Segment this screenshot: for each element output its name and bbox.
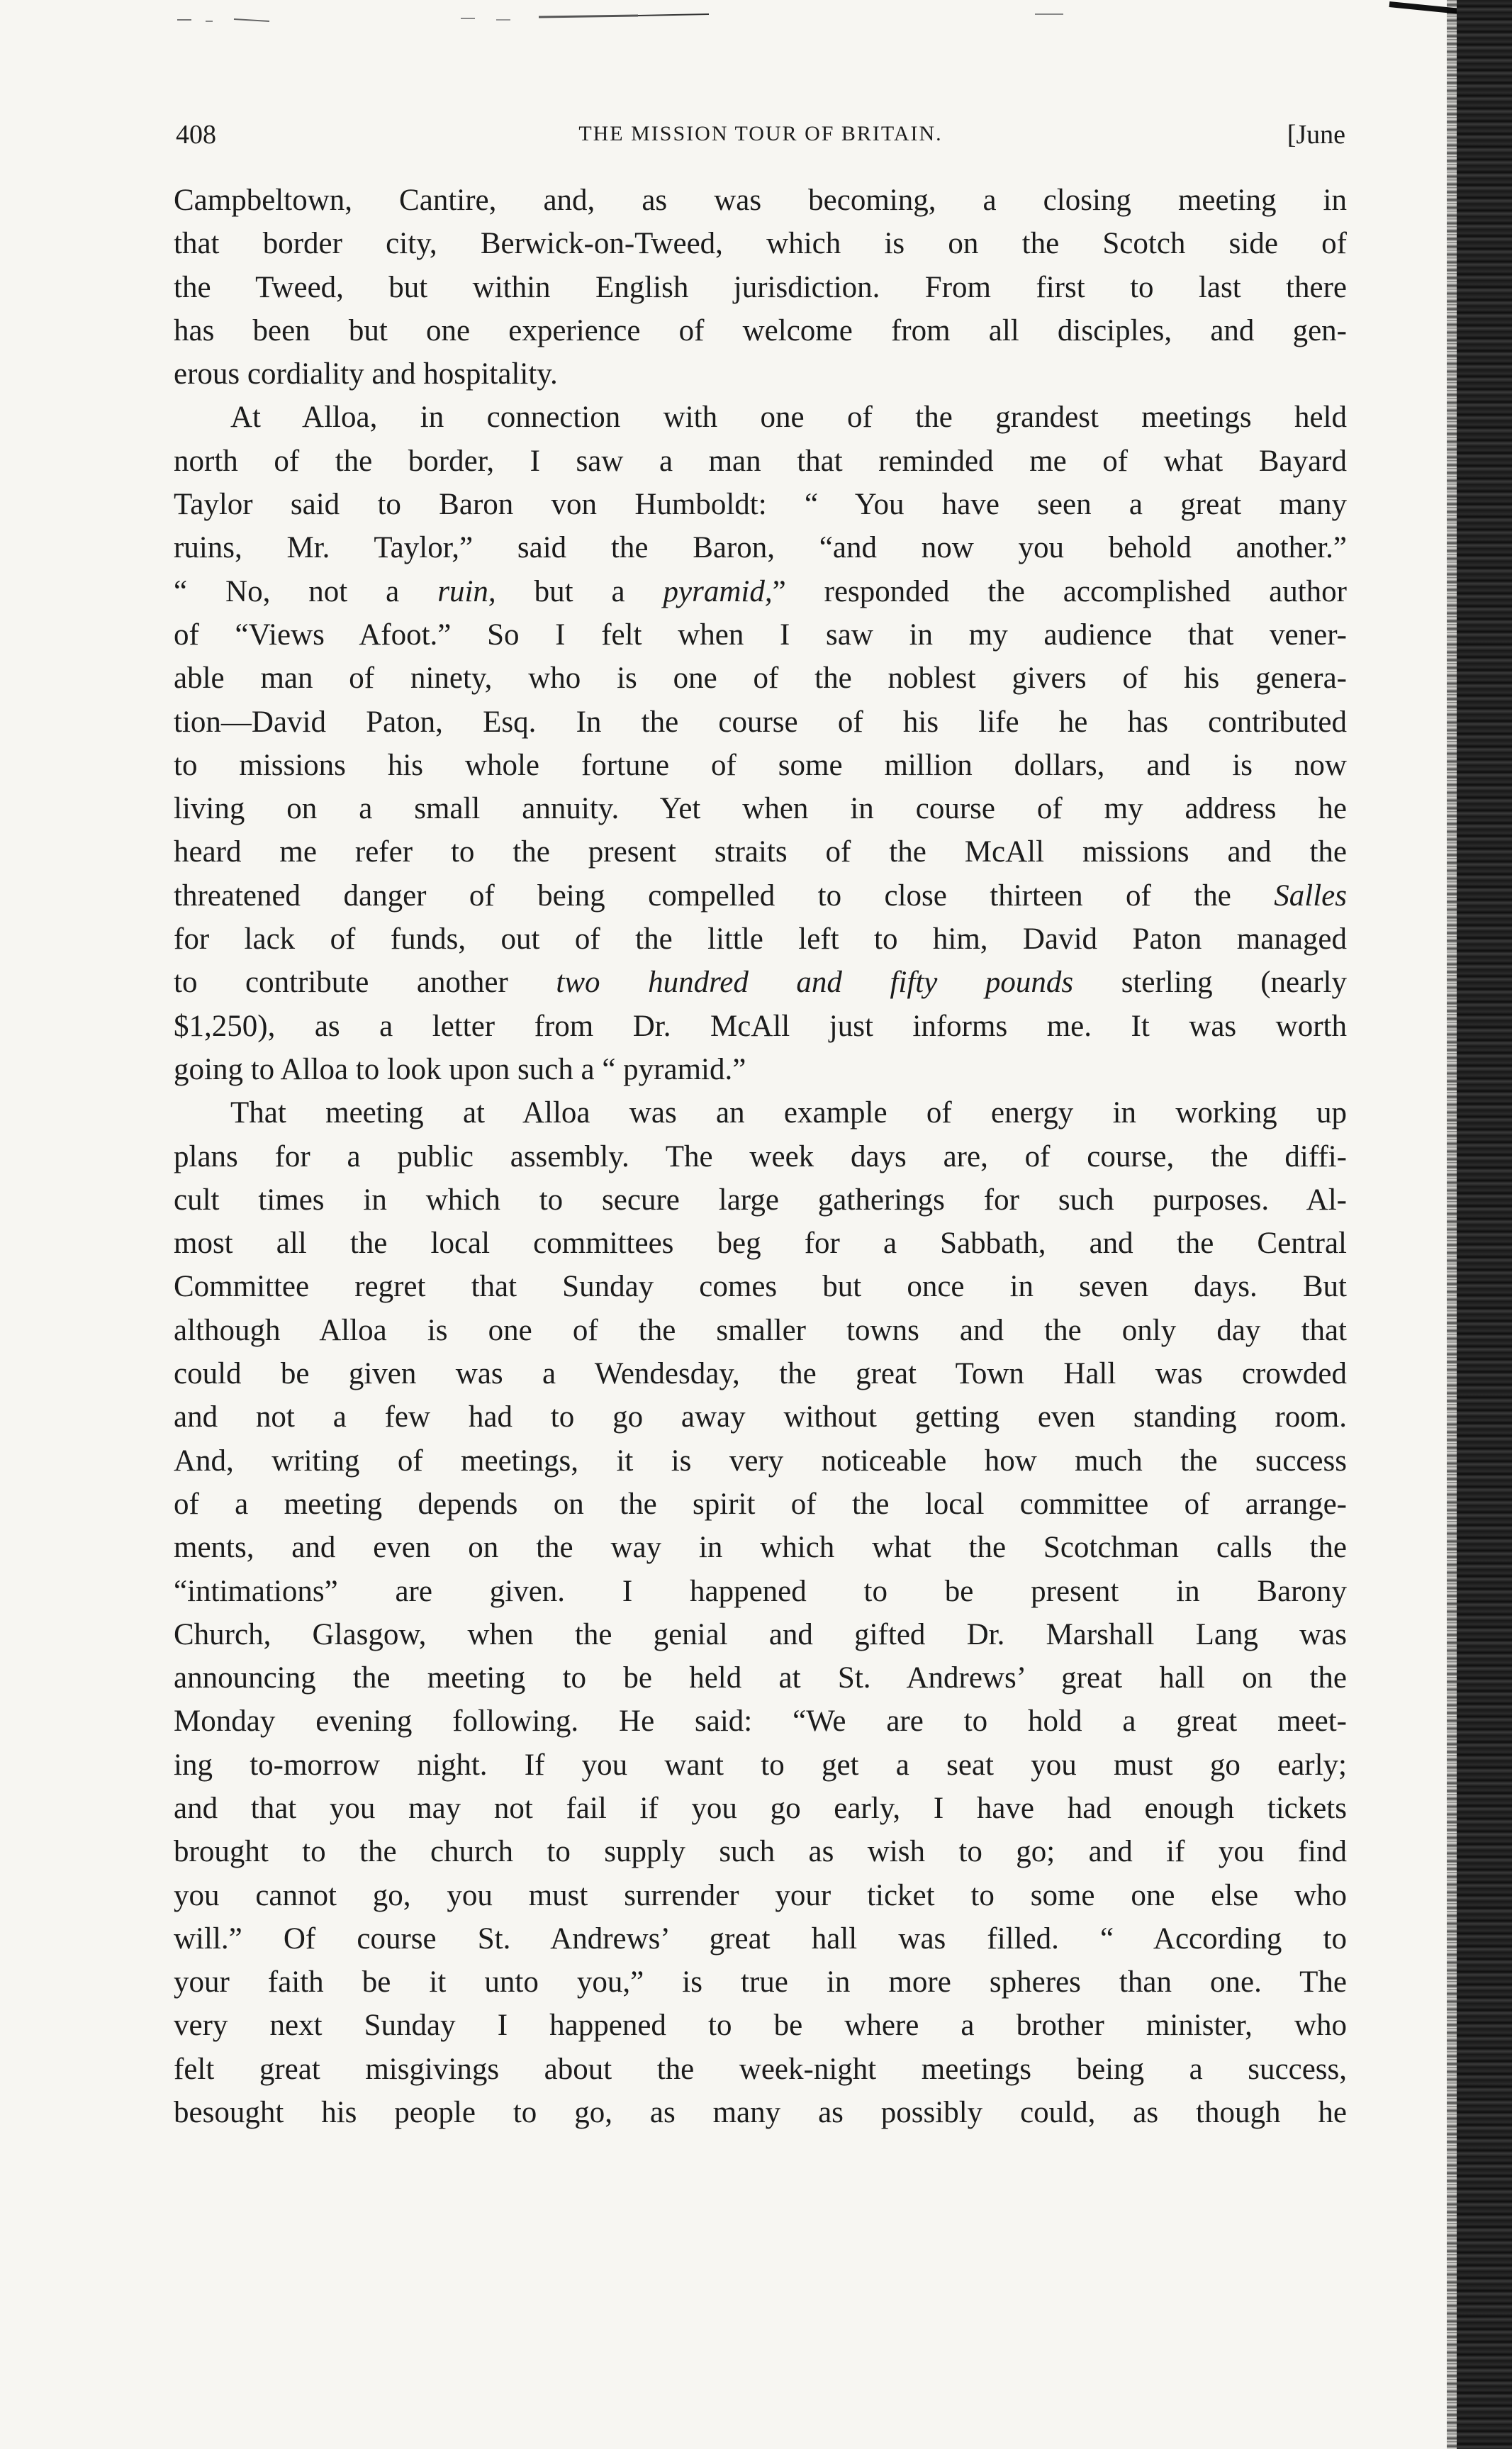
- text-line: “ No, not a ruin, but a pyramid,” responded the accomplished author: [174, 574, 1348, 608]
- text-line: that border city, Berwick-on-Tweed, which is on the Scotch side of: [174, 227, 1347, 261]
- text-line: although Alloa is one of the smaller towns and the only day that: [174, 1313, 1347, 1347]
- text-line: tion—David Paton, Esq. In the course of his life he has contributed: [174, 705, 1347, 739]
- book-binding-edge: [1457, 0, 1512, 2449]
- text-line: ruins, Mr. Taylor,” said the Baron, “and now you behold another.”: [174, 531, 1347, 565]
- text-line: At Alloa, in connection with one of the grandest meetings held: [230, 401, 1347, 435]
- text-line: ments, and even on the way in which what the Scotchman calls the: [174, 1531, 1347, 1565]
- text-line: most all the local committees beg for a Sabbath, and the Central: [174, 1227, 1347, 1261]
- text-line: plans for a public assembly. The week days are, of course, the diffi-: [174, 1139, 1347, 1173]
- text-line: the Tweed, but within English jurisdiction. From first to last there: [174, 270, 1347, 304]
- text-line: Church, Glasgow, when the genial and gifted Dr. Marshall Lang was: [174, 1617, 1347, 1651]
- text-line: and not a few had to go away without getting even standing room.: [174, 1400, 1347, 1434]
- body-text: [174, 179, 1347, 2134]
- text-line: cult times in which to secure large gatherings for such purposes. Al-: [174, 1183, 1347, 1217]
- text-line: And, writing of meetings, it is very noticeable how much the success: [174, 1444, 1347, 1478]
- header-month: [June: [1287, 120, 1345, 150]
- text-line: able man of ninety, who is one of the noblest givers of his genera-: [174, 662, 1347, 696]
- text-line: will.” Of course St. Andrews’ great hall was filled. “ According to: [174, 1921, 1347, 1956]
- top-scan-noise: [0, 0, 1512, 43]
- text-line: ing to-morrow night. If you want to get a seat you must go early;: [174, 1748, 1347, 1782]
- text-line: Monday evening following. He said: “We are to hold a great meet-: [174, 1705, 1347, 1739]
- text-line: brought to the church to supply such as wish to go; and if you find: [174, 1835, 1347, 1869]
- text-line: That meeting at Alloa was an example of energy in working up: [230, 1096, 1347, 1130]
- text-line: Committee regret that Sunday comes but once in seven days. But: [174, 1270, 1347, 1304]
- text-line: $1,250), as a letter from Dr. McAll just informs me. It was worth: [174, 1009, 1347, 1043]
- text-line: has been but one experience of welcome from all disciples, and gen-: [174, 313, 1347, 347]
- text-line: threatened danger of being compelled to close thirteen of the Salles: [174, 878, 1347, 913]
- text-line: Taylor said to Baron von Humboldt: “ You have seen a great many: [174, 488, 1347, 522]
- running-title: THE MISSION TOUR OF BRITAIN.: [578, 122, 943, 145]
- text-line: erous cordiality and hospitality.: [174, 357, 558, 391]
- text-line: announcing the meeting to be held at St. Andrews’ great hall on the: [174, 1661, 1347, 1695]
- page-number: 408: [176, 120, 216, 150]
- text-line: felt great misgivings about the week-night meetings being a success,: [174, 2052, 1347, 2086]
- text-line: heard me refer to the present straits of the McAll missions and the: [174, 835, 1347, 869]
- text-line: and that you may not fail if you go early, I have had enough tickets: [174, 1791, 1347, 1825]
- text-line: north of the border, I saw a man that reminded me of what Bayard: [174, 444, 1347, 478]
- page-header: [176, 119, 1345, 162]
- text-line: you cannot go, you must surrender your ticket to some one else who: [174, 1878, 1347, 1912]
- text-line: besought his people to go, as many as possibly could, as though he: [174, 2096, 1347, 2130]
- text-line: Campbeltown, Cantire, and, as was becoming, a closing meeting in: [174, 184, 1347, 217]
- text-line: for lack of funds, out of the little left to him, David Paton managed: [174, 922, 1347, 956]
- text-line: could be given was a Wendesday, the great Town Hall was crowded: [174, 1357, 1347, 1391]
- text-line: living on a small annuity. Yet when in course of my address he: [174, 792, 1347, 826]
- text-line: going to Alloa to look upon such a “ pyramid.”: [174, 1052, 746, 1086]
- text-line: your faith be it unto you,” is true in more spheres than one. The: [174, 1965, 1347, 1999]
- text-line: of a meeting depends on the spirit of the local committee of arrange-: [174, 1487, 1347, 1521]
- text-line: of “Views Afoot.” So I felt when I saw in my audience that vener-: [174, 618, 1347, 652]
- text-line: to missions his whole fortune of some million dollars, and is now: [174, 748, 1347, 782]
- text-line: to contribute another two hundred and fifty pounds sterling (nearly: [174, 966, 1347, 1000]
- text-line: very next Sunday I happened to be where a brother minister, who: [174, 2009, 1347, 2043]
- text-line: “intimations” are given. I happened to be present in Barony: [174, 1574, 1347, 1608]
